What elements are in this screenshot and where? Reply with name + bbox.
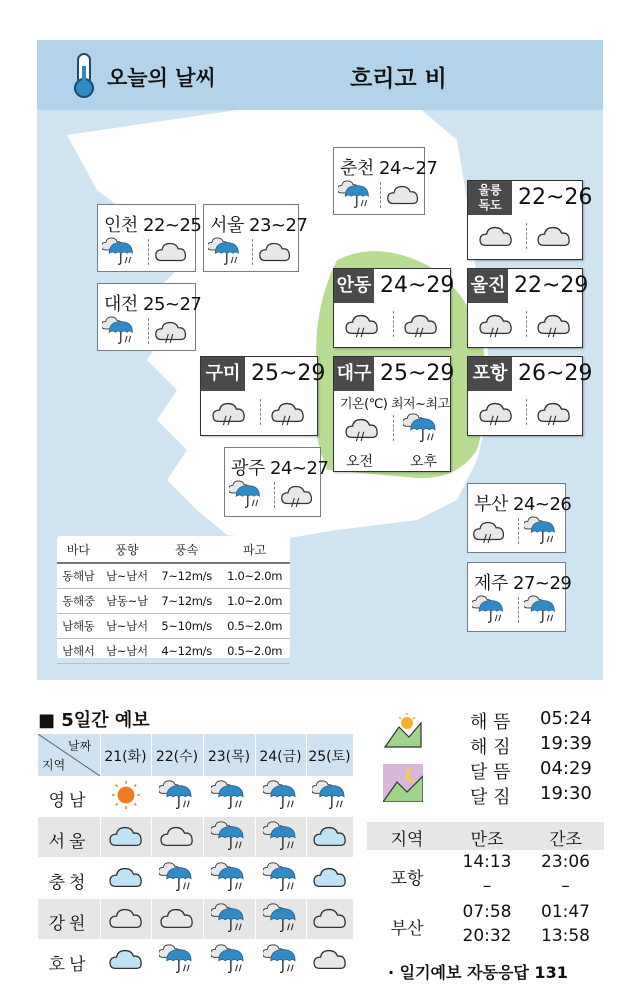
rain-icon (102, 316, 136, 345)
rain-icon (263, 903, 299, 933)
corner-region-label: 지역 (42, 758, 66, 772)
sea-cell: 남~남서 (100, 563, 154, 589)
divider (148, 318, 149, 344)
region-temp: 25~29 (380, 361, 455, 386)
thermometer-icon (69, 52, 99, 100)
rain-icon (472, 595, 506, 624)
tide-high: 20:32 (462, 926, 512, 946)
legend-pm: 오후 (410, 454, 438, 470)
forecast-title: ■ 5일간 예보 (38, 710, 150, 731)
moonrise-label: 달 뜸 (470, 762, 511, 783)
weather-condition: 흐리고 비 (350, 66, 447, 92)
region-tag: 울진 (468, 269, 508, 303)
tide-region: 포항 (390, 869, 424, 889)
cloudy-icon (159, 821, 195, 851)
region-temp: 25~29 (251, 361, 326, 386)
cloudy-rain-icon (154, 316, 188, 345)
cloudy-rain-icon (478, 309, 514, 339)
divider (380, 182, 381, 208)
cloudy-rain-icon (211, 397, 247, 427)
rain-icon (159, 862, 195, 892)
cloudy-rain-icon (344, 309, 380, 339)
cloudy-icon (159, 903, 195, 933)
region-temp: 22~26 (518, 185, 593, 210)
forecast-day: 25(토) (308, 749, 351, 765)
sunrise-icon (383, 713, 423, 749)
sunrise-time: 05:24 (540, 708, 592, 729)
partly-cloudy-icon (312, 862, 348, 892)
cloudy-icon (536, 221, 572, 251)
partly-cloudy-icon (312, 821, 348, 851)
divider (393, 311, 394, 337)
forecast-region: 서울 (48, 832, 90, 852)
sunset-label: 해 짐 (470, 737, 511, 758)
cloudy-icon (312, 903, 348, 933)
forecast-column-divider (255, 734, 256, 979)
region-name-temp: 대전 25~27 (104, 294, 202, 315)
region-temp: 24~29 (380, 273, 455, 298)
sea-row (57, 614, 290, 639)
tide-region: 부산 (390, 919, 424, 939)
partly-cloudy-icon (108, 862, 144, 892)
rain-icon (263, 944, 299, 974)
region-card (333, 147, 438, 215)
forecast-column-divider (100, 734, 101, 979)
region-temp: 22~29 (514, 273, 589, 298)
rain-icon (263, 780, 299, 810)
region-tag: 대구 (334, 357, 374, 391)
tide-header-high: 만조 (470, 830, 504, 850)
rain-icon (524, 595, 558, 624)
tide-high: – (482, 876, 492, 896)
forecast-region: 충청 (48, 873, 90, 893)
partly-cloudy-icon (108, 944, 144, 974)
forecast-day: 21(화) (104, 749, 147, 765)
tide-high: 14:13 (462, 852, 512, 872)
sea-cell: 5~10m/s (154, 614, 219, 639)
divider (518, 518, 519, 544)
sea-cell: 1.0~2.0m (219, 563, 290, 589)
region-card-large (333, 268, 455, 348)
region-name-temp: 광주 24~27 (231, 458, 329, 479)
tide-low: 23:06 (541, 852, 590, 872)
region-tag: 안동 (334, 269, 374, 303)
tide-header-region: 지역 (390, 830, 424, 850)
divider (260, 399, 261, 425)
sea-conditions-table (57, 536, 290, 658)
forecast-region: 강원 (48, 914, 90, 934)
cloudy-rain-icon (270, 397, 306, 427)
region-card (224, 447, 329, 517)
rain-icon (211, 903, 247, 933)
region-card-large (467, 180, 593, 260)
rain-icon (312, 780, 348, 810)
forecast-column-divider (151, 734, 152, 979)
sea-cell: 동해남 (57, 563, 100, 589)
tide-low: – (561, 876, 570, 896)
region-card (97, 204, 202, 272)
moonrise-icon (383, 764, 423, 802)
rain-icon (211, 821, 247, 851)
rain-icon (208, 237, 242, 266)
rain-icon (211, 862, 247, 892)
partly-cloudy-icon (108, 821, 144, 851)
forecast-column-divider (203, 734, 204, 979)
divider (393, 415, 394, 441)
rain-icon (229, 480, 263, 509)
divider (518, 597, 519, 623)
sea-cell: 남~남서 (100, 614, 154, 639)
forecast-region: 영남 (48, 791, 90, 811)
region-tag: 울릉 독도 (468, 181, 512, 215)
cloudy-icon (386, 180, 420, 209)
cloudy-rain-icon (536, 397, 572, 427)
region-name-temp: 춘천 24~27 (340, 158, 438, 179)
region-card-large (467, 356, 593, 436)
tide-low: 01:47 (541, 902, 590, 922)
cloudy-rain-icon (403, 309, 439, 339)
divider (526, 311, 527, 337)
corner-date-label: 날짜 (68, 739, 92, 753)
sea-cell: 4~12m/s (154, 639, 219, 664)
tide-header-low: 간조 (549, 830, 582, 850)
region-card-large (200, 356, 326, 436)
divider (252, 239, 253, 265)
region-card (203, 204, 308, 272)
forecast-day: 22(수) (155, 749, 199, 765)
sea-cell: 0.5~2.0m (219, 639, 290, 664)
sea-header: 바다 (57, 536, 100, 563)
rain-icon (338, 180, 372, 209)
rain-icon (159, 944, 195, 974)
region-card (467, 562, 572, 632)
moonrise-time: 04:29 (540, 758, 592, 779)
divider (526, 399, 527, 425)
tide-low: 13:58 (541, 926, 590, 946)
sunrise-label: 해 뜸 (470, 712, 511, 733)
region-tag: 포항 (468, 357, 512, 391)
region-card-large (333, 356, 455, 472)
cloudy-icon (312, 944, 348, 974)
moonset-label: 달 짐 (470, 787, 511, 808)
region-name-temp: 서울 23~27 (210, 215, 308, 236)
cloudy-rain-icon (472, 516, 506, 545)
rain-icon (403, 413, 439, 443)
sea-row (57, 639, 290, 664)
forecast-day: 23(목) (207, 749, 251, 765)
region-name-temp: 부산 24~26 (474, 494, 572, 515)
region-name-temp: 인천 22~25 (104, 215, 202, 236)
rain-icon (263, 862, 299, 892)
region-temp: 26~29 (518, 361, 593, 386)
legend-am: 오전 (346, 454, 374, 470)
rain-icon (102, 237, 136, 266)
divider (148, 239, 149, 265)
cloudy-rain-icon (536, 309, 572, 339)
sea-cell: 0.5~2.0m (219, 614, 290, 639)
tide-high: 07:58 (462, 902, 512, 922)
forecast-region: 호남 (48, 955, 90, 975)
moonset-time: 19:30 (540, 783, 592, 804)
rain-icon (159, 780, 195, 810)
cloudy-icon (154, 237, 188, 266)
region-card (467, 483, 572, 553)
sea-cell: 1.0~2.0m (219, 589, 290, 614)
forecast-day: 24(금) (259, 749, 302, 765)
rain-icon (524, 516, 558, 545)
sea-cell: 남동~남 (100, 589, 154, 614)
rain-icon (211, 780, 247, 810)
region-tag: 구미 (201, 357, 245, 391)
sea-cell: 남해동 (57, 614, 100, 639)
sea-cell: 남해서 (57, 639, 100, 664)
cloudy-rain-icon (478, 397, 514, 427)
cloudy-icon (478, 221, 514, 251)
sea-cell: 동해중 (57, 589, 100, 614)
page-title: 오늘의 날씨 (107, 66, 216, 90)
sunset-time: 19:39 (540, 733, 592, 754)
sea-cell: 7~12m/s (154, 563, 219, 589)
divider (526, 223, 527, 249)
region-card-large (467, 268, 589, 348)
cloudy-rain-icon (280, 480, 314, 509)
sea-row (57, 563, 290, 589)
region-card (97, 283, 202, 351)
sea-header: 파고 (219, 536, 290, 563)
forecast-column-divider (306, 734, 307, 979)
cloudy-icon (108, 903, 144, 933)
sea-cell: 7~12m/s (154, 589, 219, 614)
sea-header: 풍향 (100, 536, 154, 563)
cloudy-rain-icon (344, 413, 380, 443)
sun-icon (108, 780, 144, 810)
region-name-temp: 제주 27~29 (474, 573, 572, 594)
rain-icon (211, 944, 247, 974)
legend-text: 기온(℃) 최저~최고 (340, 397, 450, 412)
rain-icon (263, 821, 299, 851)
sea-header: 풍속 (154, 536, 219, 563)
divider (274, 482, 275, 508)
sea-row (57, 589, 290, 614)
sea-cell: 남~남서 (100, 639, 154, 664)
phone-service-note: · 일기예보 자동응답 131 (388, 963, 568, 982)
cloudy-icon (258, 237, 292, 266)
